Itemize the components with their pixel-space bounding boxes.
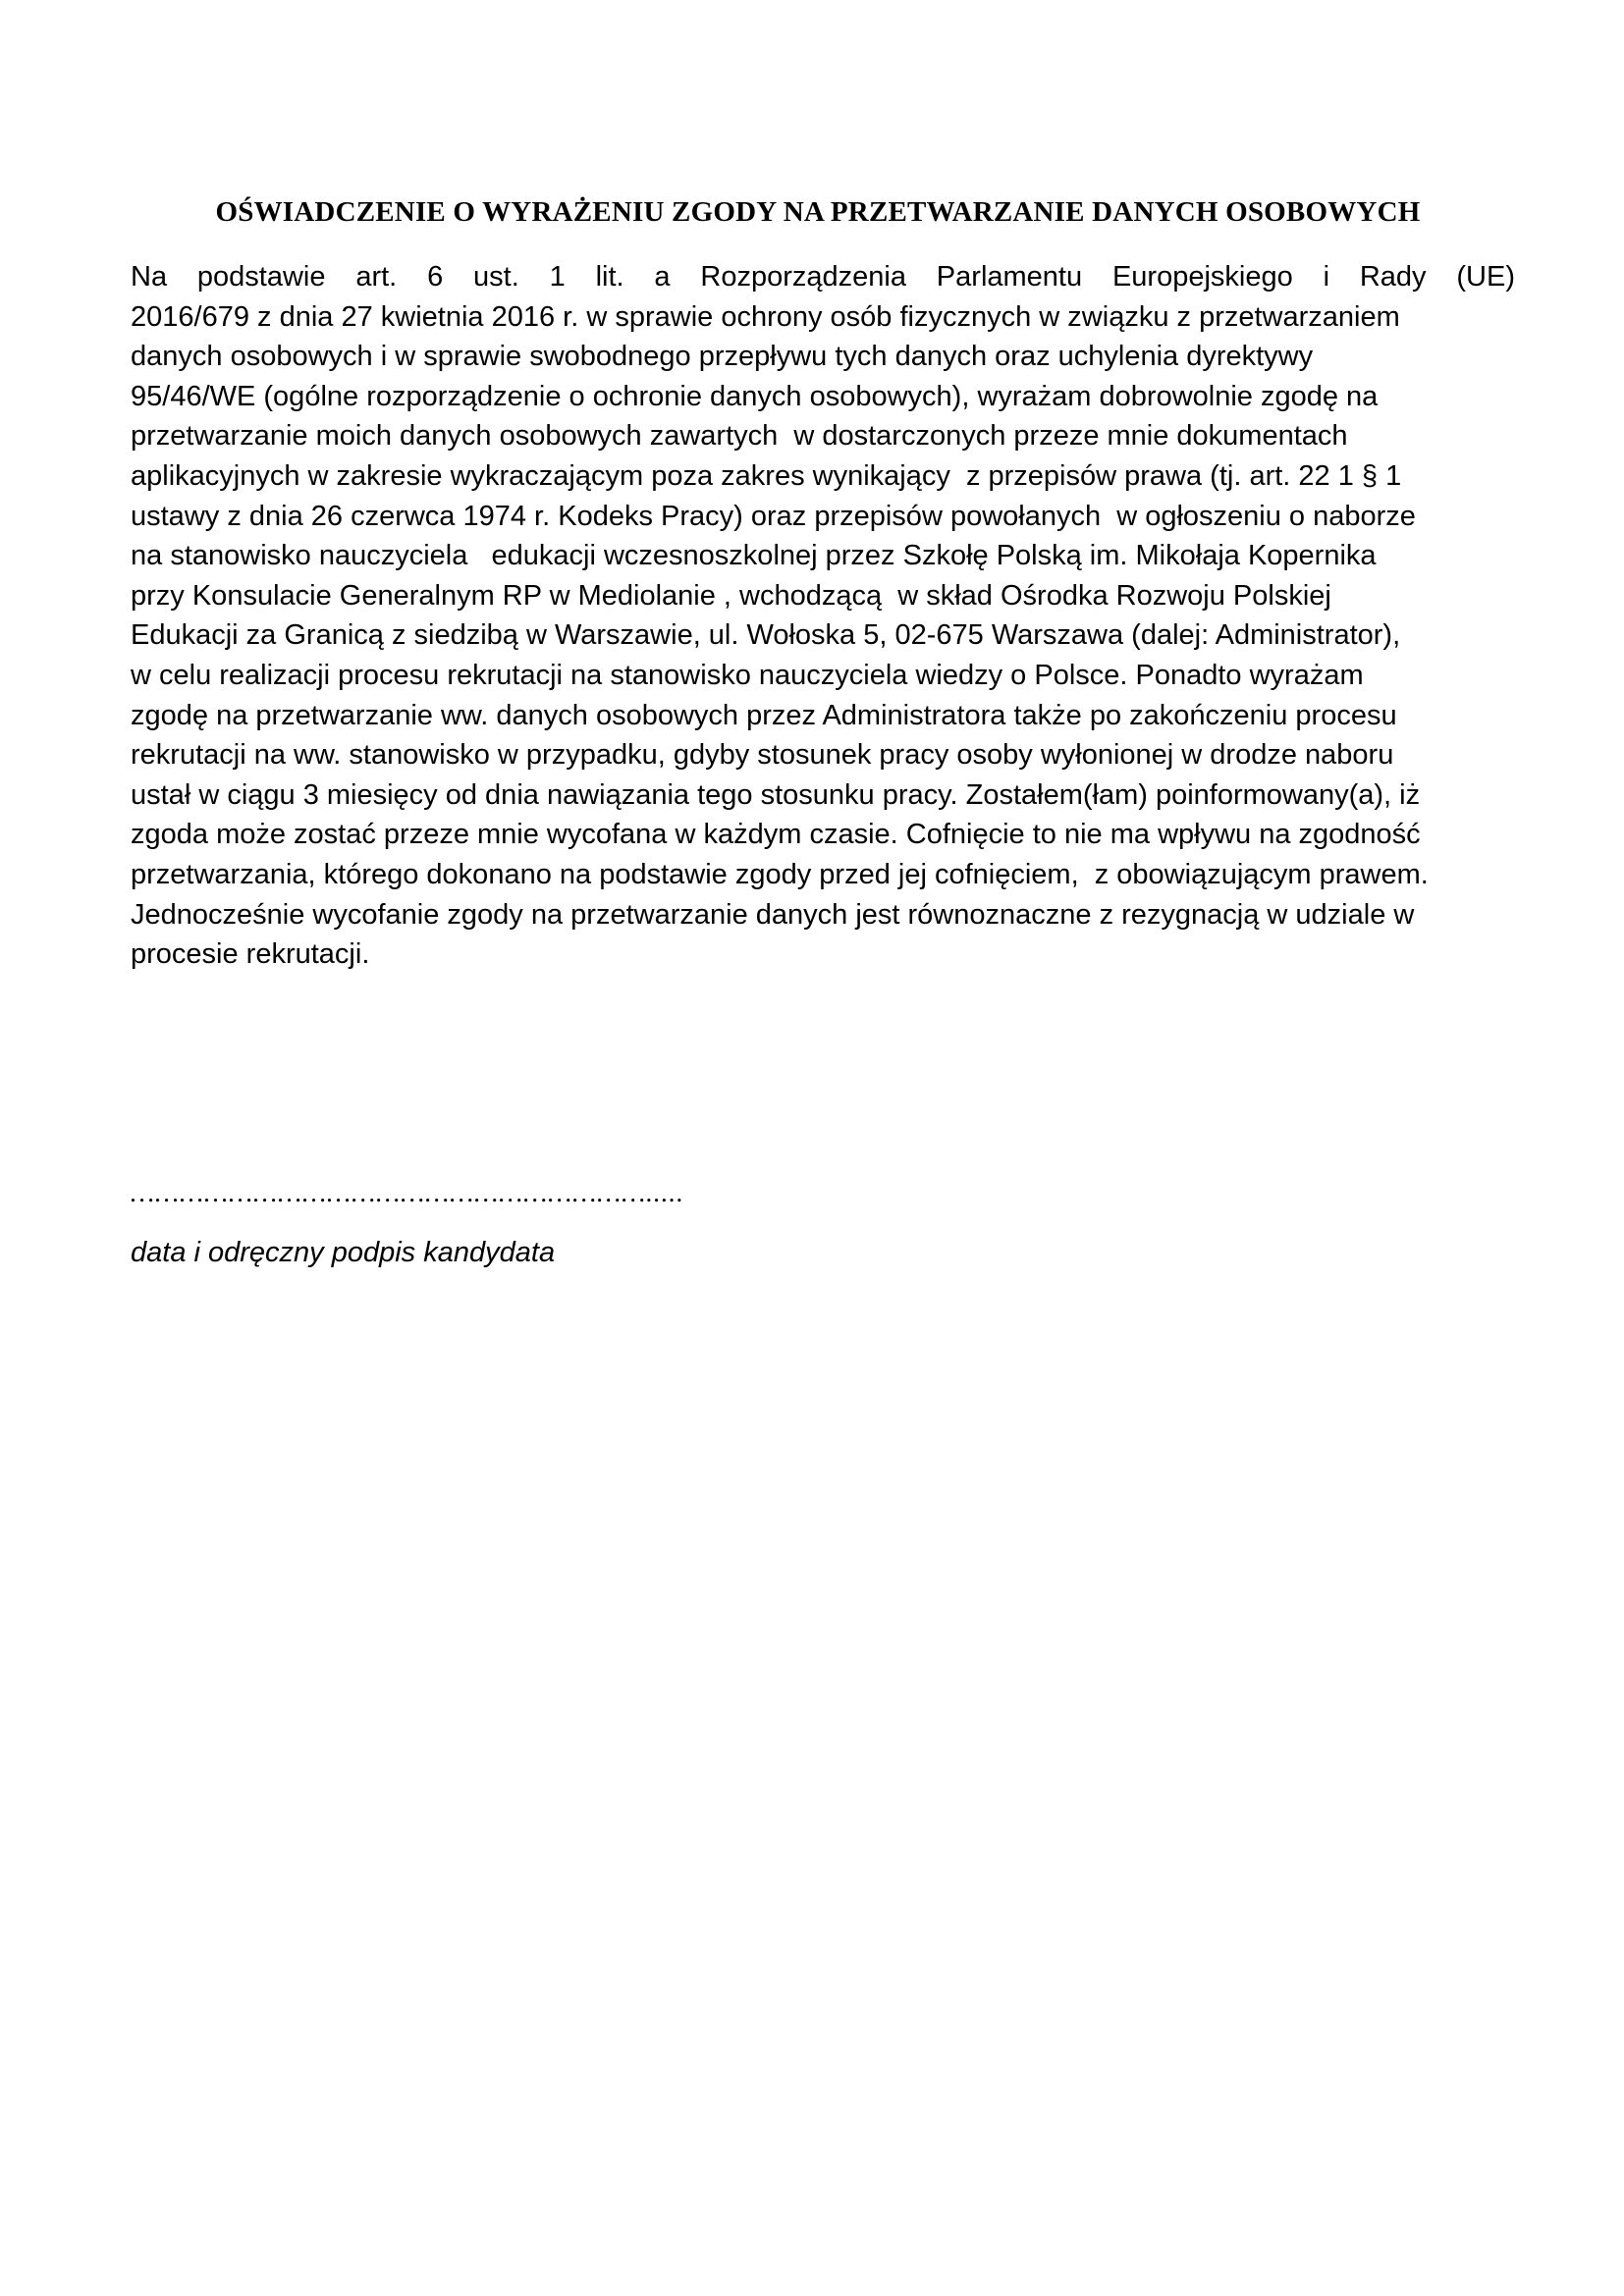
paragraph-line: procesie rekrutacji.	[131, 938, 370, 971]
paragraph-line: Na podstawie art. 6 ust. 1 lit. a Rozporządzenia Parlamentu Europejskiego i Rady (UE)	[131, 261, 1515, 293]
paragraph-line: 95/46/WE (ogólne rozporządzenie o ochronie danych osobowych), wyrażam dobrowolnie zgodę na	[131, 380, 1379, 412]
consent-paragraph	[131, 257, 1515, 975]
paragraph-line: ustał w ciągu 3 miesięcy od dnia nawiązania tego stosunku pracy. Zostałem(łam) poinformowany(a), iż	[131, 778, 1421, 811]
paragraph-line: ustawy z dnia 26 czerwca 1974 r. Kodeks Pracy) oraz przepisów powołanych w ogłoszeniu o naborze	[131, 500, 1416, 532]
paragraph-line: 2016/679 z dnia 27 kwietnia 2016 r. w sprawie ochrony osób fizycznych w związku z przetwarzaniem	[131, 300, 1400, 333]
paragraph-line: przetwarzania, którego dokonano na podstawie zgody przed jej cofnięciem, z obowiązującym prawem.	[131, 858, 1429, 890]
paragraph-line: danych osobowych i w sprawie swobodnego przepływu tych danych oraz uchylenia dyrektywy	[131, 341, 1314, 373]
paragraph-line: rekrutacji na ww. stanowisko w przypadku, gdyby stosunek pracy osoby wyłonionej w drodze naboru	[131, 739, 1394, 772]
paragraph-line: na stanowisko nauczyciela edukacji wczesnoszkolnej przez Szkołę Polską im. Mikołaja Kopernika	[131, 540, 1377, 572]
signature-caption: data i odręczny podpis kandydata	[131, 1237, 556, 1268]
signature-line: ……………………………………………………….....	[131, 1178, 684, 1207]
paragraph-line: Jednocześnie wycofanie zgody na przetwarzanie danych jest równoznaczne z rezygnacją w udziale w	[131, 898, 1415, 931]
document-title: OŚWIADCZENIE O WYRAŻENIU ZGODY NA PRZETWARZANIE DANYCH OSOBOWYCH	[215, 196, 1421, 228]
paragraph-line: Edukacji za Granicą z siedzibą w Warszawie, ul. Wołoska 5, 02-675 Warszawa (dalej: Administrator),	[131, 619, 1401, 652]
paragraph-line: przy Konsulacie Generalnym RP w Mediolanie , wchodzącą w skład Ośrodka Rozwoju Polskiej	[131, 579, 1331, 612]
paragraph-line: zgoda może zostać przeze mnie wycofana w każdym czasie. Cofnięcie to nie ma wpływu na zgodność	[131, 819, 1421, 851]
paragraph-line: zgodę na przetwarzanie ww. danych osobowych przez Administratora także po zakończeniu procesu	[131, 699, 1397, 731]
paragraph-line: aplikacyjnych w zakresie wykraczającym poza zakres wynikający z przepisów prawa (tj. art. 22 1 § 1	[131, 459, 1402, 492]
paragraph-line: w celu realizacji procesu rekrutacji na stanowisko nauczyciela wiedzy o Polsce. Ponadto wyrażam	[131, 659, 1364, 691]
paragraph-line: przetwarzanie moich danych osobowych zawartych w dostarczonych przeze mnie dokumentach	[131, 420, 1348, 453]
